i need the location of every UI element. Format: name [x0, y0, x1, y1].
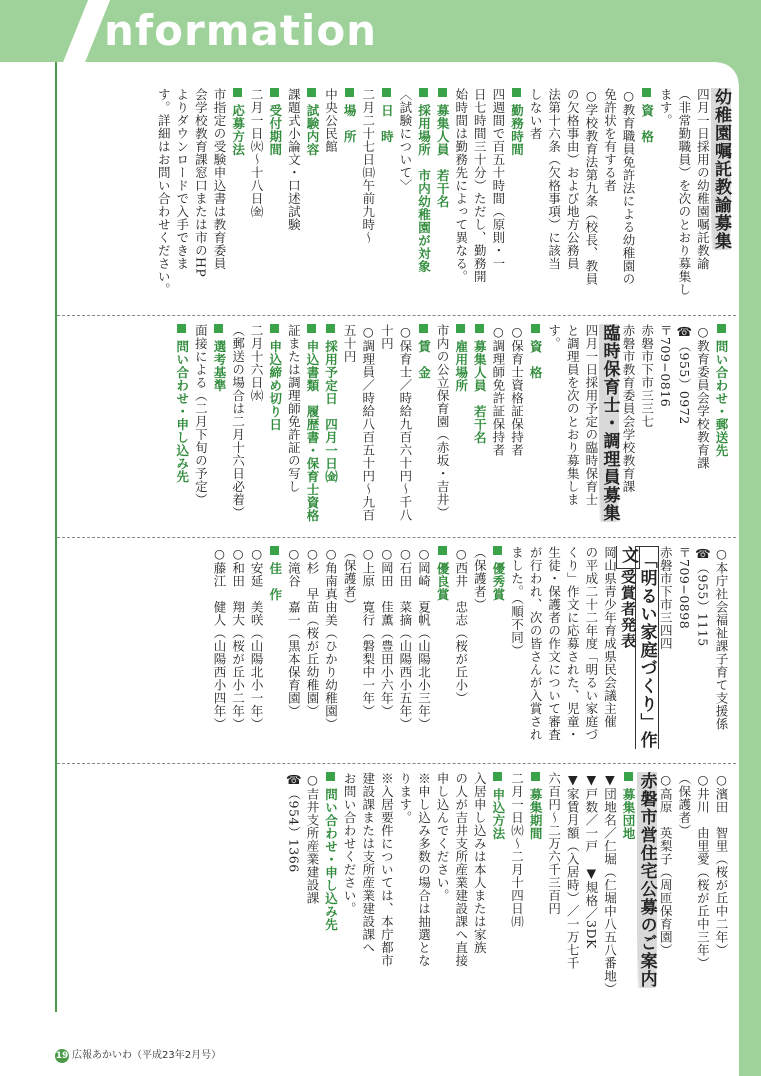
text-line: （保護者） — [676, 772, 692, 837]
text-line: 建設課または支所産業建設課へ — [360, 772, 376, 954]
text-line: す。 — [546, 324, 562, 350]
text-line: の平成二十二年度「明るい家庭づ — [583, 546, 599, 741]
text-line: ○教育委員会学校教育課 — [695, 324, 711, 470]
text-line: ○濱田 智里（桜が丘中二年） — [714, 772, 729, 957]
text-line: 日 時 — [377, 88, 396, 307]
section-essay — [57, 538, 736, 764]
section-heading: 幼稚園嘱託教諭募集 — [711, 88, 731, 250]
text-line: ☎（955）0972 — [676, 324, 692, 425]
text-line: ○学校教育法第九条（校長、教員 — [583, 88, 599, 286]
text-line: 証または調理師免許証の写し — [286, 324, 302, 493]
text-line: 申込締め切り日 — [265, 324, 284, 529]
section-nursery — [57, 316, 736, 538]
text-line: ▼戸数／一戸 ▼規格／3DK — [583, 772, 599, 949]
text-line: 面接による（二月下旬の予定） — [193, 324, 209, 506]
section-housing-text — [57, 764, 736, 1012]
text-line: ○高原 英梨子（周匝保育園） — [658, 772, 674, 957]
text-line: ▼団地名／仁堀（仁堀中八五八番地） — [602, 772, 618, 996]
text-line: 募集期間 — [525, 772, 544, 1004]
text-line: 赤磐市下市三三七 — [639, 324, 655, 428]
text-line: ります。 — [397, 772, 413, 824]
text-line: が行われ、次の皆さんが入賞され — [528, 546, 544, 741]
text-line: 問い合わせ・申し込み先 — [321, 772, 340, 1004]
section-heading: 臨時保育士・調理員募集 — [599, 324, 620, 522]
text-line: ○滝谷 嘉一（黒本保育園） — [286, 546, 302, 718]
text-line: ○本庁社会福祉課子育て支援係 — [714, 546, 729, 731]
text-line: 選考基準 — [209, 324, 228, 529]
text-line: 募集団地 — [618, 772, 637, 1004]
text-line: 採用予定日 四月一日㈮ — [321, 324, 340, 529]
text-line: 申し込んでください。 — [435, 772, 451, 902]
text-line: 六百円〜二万六千三百円 — [546, 772, 562, 915]
section-heading: 赤磐市営住宅公募のご案内 — [636, 772, 657, 988]
page-footer — [55, 1046, 221, 1063]
text-line: 課題式小論文・口述試験 — [286, 88, 302, 231]
text-line: 中央公民館 — [323, 88, 339, 153]
text-line: 資 格 — [637, 88, 656, 307]
text-line: ました。（順不同） — [509, 546, 525, 657]
text-line: 募集人員 若干名 — [470, 324, 489, 529]
text-line: 法第十六条（欠格事項）に該当 — [546, 88, 562, 270]
section-nursery-text — [57, 316, 736, 537]
text-line: 問い合わせ・郵送先 — [711, 324, 730, 529]
text-line: ○岡崎 夏帆（山陽北小三年） — [416, 546, 432, 731]
text-line: 岡山県青少年育成県民会議主催 — [602, 546, 618, 728]
text-line: 市指定の受験申込書は教育委員 — [211, 88, 227, 270]
text-line: 佳 作 — [265, 546, 284, 755]
text-line: 二月一日㈫〜十八日㈮ — [249, 88, 265, 218]
text-line: よりダウンロードで入手できま — [174, 88, 190, 270]
text-line: 採用場所 市内幼稚園が対象 — [414, 88, 433, 307]
text-line: ○上原 寛行（磐梨中一年） — [360, 546, 376, 718]
text-line: ○井川 由里愛（桜が丘中三年） — [695, 772, 711, 970]
text-line: 会学校教育課窓口または市のHP — [193, 88, 209, 278]
section-subheading: 受賞者発表 — [619, 569, 638, 649]
text-line: 〒709−0898 — [676, 546, 692, 630]
section-kindergarten-text — [57, 80, 736, 315]
text-line: 資 格 — [525, 324, 544, 529]
text-line: 〒709−0816 — [658, 324, 674, 408]
header-band — [0, 0, 761, 62]
text-line: しない者 — [528, 88, 544, 140]
text-line: 場 所 — [340, 88, 359, 307]
text-line: ○教育職員免許法による幼稚園の — [621, 88, 637, 286]
text-line: ○西井 忠志（桜が丘小） — [453, 546, 469, 705]
text-line: 市内の公立保育園（赤坂・吉井） — [435, 324, 451, 519]
section-essay-text — [57, 538, 736, 763]
text-line: 二月一日㈫〜二月十四日㈪ — [509, 772, 525, 928]
text-line: 入居申し込みは本人または家族 — [472, 772, 488, 954]
text-line: ○吉井支所産業建設課 — [304, 772, 320, 905]
text-line: ※入居要件については、本庁都市 — [379, 772, 395, 967]
section-kindergarten — [57, 80, 736, 316]
text-line: ☎（955）1115 — [695, 546, 711, 647]
text-line: の欠格事由）および地方公務員 — [565, 88, 581, 270]
text-line: 〈試験について〉 — [397, 88, 413, 192]
text-line: 免許状を有する者 — [602, 88, 618, 192]
text-line: 生徒・保護者の作文について審査 — [546, 546, 562, 741]
text-line: の人が吉井支所産業建設課へ直接 — [453, 772, 469, 967]
text-line: す。詳細はお問い合わせください。 — [156, 88, 172, 296]
text-line: くり」作文に応募された、児童・ — [565, 546, 581, 741]
text-line: と調理員を次のとおり募集しま — [565, 324, 581, 506]
text-line: 赤磐市下市三四四 — [658, 546, 674, 650]
page-number: 19 — [55, 1051, 69, 1061]
section-heading: 「明るい家庭づくり」作文 — [618, 546, 657, 749]
text-line: （郵送の場合は二月十六日必着） — [230, 324, 246, 519]
text-line: ○安延 美咲（山陽北小一年） — [249, 546, 265, 731]
text-line: 募集人員 若干名 — [433, 88, 452, 307]
text-line: 二月十六日㈬ — [249, 324, 265, 402]
text-line: 四週間で百五十時間（原則・一 — [490, 88, 506, 270]
text-line: 日七時間三十分）ただし、勤務開 — [472, 88, 488, 283]
text-line: 始時間は勤務先によって異なる。 — [453, 88, 469, 283]
text-line: 四月一日採用予定の臨時保育士 — [583, 324, 599, 506]
text-line: 問い合わせ・申し込み先 — [172, 324, 191, 529]
text-line: お問い合わせください。 — [342, 772, 358, 915]
text-line: 雇用場所 — [451, 324, 470, 529]
publication-name: 広報あかいわ（平成23年2月号） — [72, 1050, 222, 1061]
text-line: 応募方法 — [228, 88, 247, 307]
text-line: 申込書類 履歴書・保育士資格 — [302, 324, 321, 529]
text-line: ○石田 菜摘（山陽西小五年） — [397, 546, 413, 731]
text-line: 申込方法 — [488, 772, 507, 1004]
text-line: ○角南真由美（ひかり幼稚園） — [323, 546, 339, 731]
text-line: ○藤江 健人（山陽西小四年） — [211, 546, 227, 731]
text-line: ※申し込み多数の場合は抽選とな — [416, 772, 432, 967]
text-line: ます。 — [658, 88, 674, 127]
text-line: 優秀賞 — [488, 546, 507, 755]
text-line: 受付期間 — [265, 88, 284, 307]
text-line: ○岡田 佳薫（豊田小六年） — [379, 546, 395, 718]
text-line: （非常勤職員）を次のとおり募集し — [676, 88, 692, 296]
text-line: 二月二十七日㈰午前九時〜 — [360, 88, 376, 244]
section-housing — [57, 764, 736, 1012]
text-line: ○和田 翔大（桜が丘小二年） — [230, 546, 246, 731]
text-line: ○調理員／時給八百五十円〜九百五十円 — [342, 324, 376, 522]
text-line: 四月一日採用の幼稚園嘱託教諭 — [695, 88, 711, 270]
right-decoration-strip — [739, 62, 761, 1076]
text-line: ○調理師免許証保持者 — [490, 324, 506, 457]
text-line: 賃 金 — [414, 324, 433, 529]
text-line: ○保育士資格証保持者 — [509, 324, 525, 457]
text-line: ○保育士／時給九百六十円〜千八十円 — [379, 324, 413, 522]
text-line: （保護者） — [342, 546, 358, 611]
text-line: （保護者） — [472, 546, 488, 611]
page-title: nformation — [104, 6, 378, 55]
text-line: 勤務時間 — [507, 88, 526, 307]
text-line: ▼家賃月額（入居時）／一万七千 — [565, 772, 581, 970]
text-line: ○杉 早苗（桜が丘幼稚園） — [304, 546, 320, 718]
text-line: ☎（954）1366 — [286, 772, 302, 873]
text-line: 試験内容 — [302, 88, 321, 307]
text-line: 赤磐市教育委員会学校教育課 — [621, 324, 637, 493]
text-line: 優良賞 — [433, 546, 452, 755]
